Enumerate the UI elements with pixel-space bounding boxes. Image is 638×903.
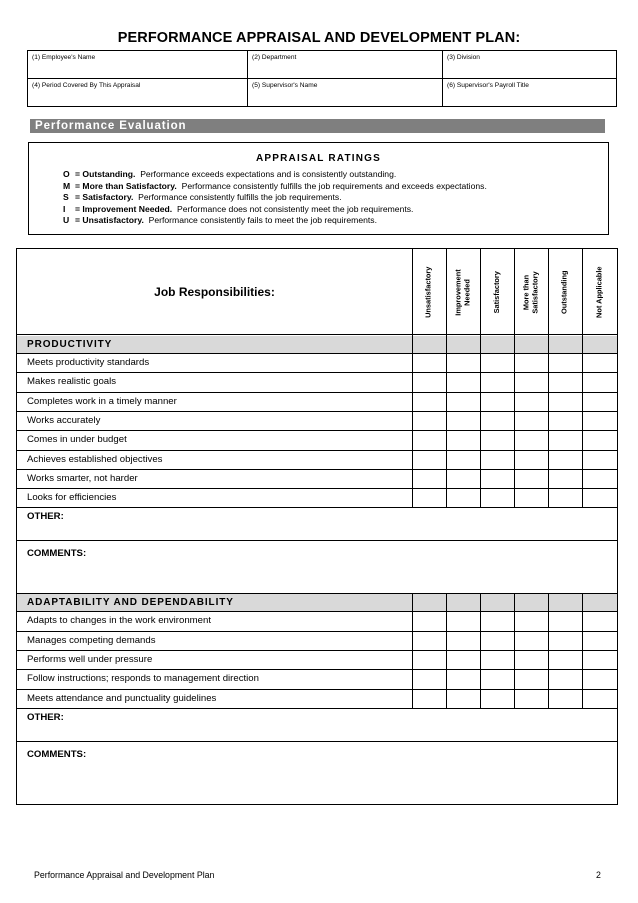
division-field[interactable]: (3) Division [443,51,617,79]
supervisor-title-field[interactable]: (6) Supervisor's Payroll Title [443,79,617,107]
rating-description: Performance exceeds expectations and is consistently outstanding. [140,169,397,179]
rating-cell[interactable] [447,354,480,372]
column-divider [446,593,447,708]
rating-cell[interactable] [447,412,480,430]
rating-cell[interactable] [583,632,617,650]
rating-cell[interactable] [515,651,548,669]
rating-cell[interactable] [413,612,446,630]
rating-cell[interactable] [515,373,548,391]
rating-cell[interactable] [515,393,548,411]
section-header: ADAPTABILITY AND DEPENDABILITY [17,594,617,611]
criterion-label: Manages competing demands [27,634,156,646]
rating-cell[interactable] [481,670,514,688]
rating-column-label [425,266,434,317]
rating-cell[interactable] [549,612,582,630]
rating-cell[interactable] [583,612,617,630]
rating-cell[interactable] [413,373,446,391]
rating-name: = Satisfactory. [75,192,134,202]
rating-cell[interactable] [549,393,582,411]
comments-label: COMMENTS: [27,748,87,760]
rating-cell[interactable] [583,670,617,688]
rating-cell[interactable] [583,690,617,708]
rating-cell[interactable] [481,489,514,507]
rating-cell[interactable] [481,431,514,449]
rating-cell[interactable] [413,489,446,507]
rating-description: Performance consistently fulfills the job requirements and exceeds expectations. [181,180,487,191]
rating-cell[interactable] [515,670,548,688]
column-divider [548,335,549,507]
rating-row [63,204,608,216]
column-divider [480,593,481,708]
rating-cell[interactable] [481,612,514,630]
other-input-area[interactable] [17,508,617,540]
rating-cell[interactable] [481,373,514,391]
rating-description: Performance does not consistently meet the job requirements. [176,203,414,214]
rating-code: I [63,203,66,214]
rating-description: Performance consistently fails to meet the job requirements. [148,215,377,225]
rating-code: S [63,192,69,202]
column-divider [514,335,515,507]
rating-cell[interactable] [413,470,446,488]
rating-column-label [493,271,502,313]
rating-cell[interactable] [549,470,582,488]
rating-cell[interactable] [583,470,617,488]
rating-cell[interactable] [549,651,582,669]
rating-cell[interactable] [447,451,480,469]
rating-cell[interactable] [447,431,480,449]
rating-cell[interactable] [447,373,480,391]
rating-column-label-line: Needed [462,278,472,306]
rating-cell[interactable] [549,489,582,507]
rating-cell[interactable] [549,412,582,430]
rating-column-header [446,253,480,331]
criterion-label: Achieves established objectives [27,453,163,465]
rating-cell[interactable] [481,354,514,372]
rating-cell[interactable] [413,354,446,372]
column-divider [582,249,583,335]
other-label: OTHER: [27,511,64,523]
supervisor-name-field[interactable]: (5) Supervisor's Name [248,79,443,107]
department-field[interactable]: (2) Department [248,51,443,79]
criterion-label: Performs well under pressure [27,654,153,665]
rating-cell[interactable] [549,431,582,449]
rating-cell[interactable] [413,690,446,708]
column-divider [412,593,413,708]
criterion-label: Works accurately [27,414,101,426]
criterion-label: Meets attendance and punctuality guidelines [27,692,217,704]
rating-column-label-line: Not Applicable [594,266,604,318]
criterion-label: Looks for efficiencies [27,492,117,504]
rating-cell[interactable] [481,632,514,650]
rating-cell[interactable] [413,431,446,449]
rating-cell[interactable] [515,470,548,488]
rating-cell[interactable] [515,451,548,469]
rating-code: M [63,180,71,191]
rating-cell[interactable] [447,632,480,650]
rating-cell[interactable] [481,451,514,469]
rating-cell[interactable] [413,670,446,688]
rating-column-label-line: Unsatisfactory [423,266,433,318]
rating-cell[interactable] [447,690,480,708]
rating-column-header [548,253,582,331]
job-responsibilities-table [16,248,618,805]
footer-title: Performance Appraisal and Development Plan [34,870,215,880]
column-divider [480,335,481,507]
rating-cell[interactable] [515,489,548,507]
rating-row [63,215,608,227]
rating-cell[interactable] [549,354,582,372]
rating-cell[interactable] [413,393,446,411]
rating-column-label [523,271,540,313]
rating-name: = Unsatisfactory. [75,215,144,225]
column-divider [514,593,515,708]
page-number: 2 [596,870,601,880]
rating-column-label-line: Outstanding [559,270,569,314]
column-divider [582,335,583,507]
rating-cell[interactable] [413,451,446,469]
column-divider [412,249,413,335]
section-header: PRODUCTIVITY [17,336,617,353]
rating-cell[interactable] [481,412,514,430]
criterion-label: Adapts to changes in the work environment [27,615,211,627]
rating-code: O [63,169,70,179]
rating-cell[interactable] [447,670,480,688]
column-divider [446,335,447,507]
rating-code: U [63,215,70,225]
rating-column-header [514,253,548,331]
criterion-label: Meets productivity standards [27,357,150,368]
rating-cell[interactable] [481,651,514,669]
rating-cell[interactable] [549,670,582,688]
rating-cell[interactable] [583,412,617,430]
rating-cell[interactable] [515,690,548,708]
ratings-title: APPRAISAL RATINGS [255,153,382,164]
rating-cell[interactable] [583,451,617,469]
job-responsibilities-header: Job Responsibilities: [154,285,275,299]
rating-column-label [595,266,604,317]
rating-cell[interactable] [481,690,514,708]
rating-cell[interactable] [583,354,617,372]
performance-evaluation-header: Performance Evaluation [30,119,605,133]
rating-name: = More than Satisfactory. [75,180,177,191]
rating-cell[interactable] [515,431,548,449]
rating-cell[interactable] [583,373,617,391]
rating-name: = Improvement Needed. [75,203,173,214]
rating-cell[interactable] [515,354,548,372]
column-divider [480,249,481,335]
rating-cell[interactable] [447,393,480,411]
criterion-label: Makes realistic goals [27,376,117,388]
rating-column-header [480,253,514,331]
rating-cell[interactable] [515,632,548,650]
rating-cell[interactable] [447,470,480,488]
rating-cell[interactable] [583,651,617,669]
rating-name: = Outstanding. [75,169,136,179]
rating-cell[interactable] [515,612,548,630]
rating-cell[interactable] [447,612,480,630]
other-input-area[interactable] [17,709,617,741]
column-divider [514,249,515,335]
rating-column-label-line: Improvement [453,268,463,316]
rating-cell[interactable] [583,393,617,411]
period-covered-field[interactable]: (4) Period Covered By This Appraisal [28,79,248,107]
column-divider [548,249,549,335]
rating-description: Performance consistently fulfills the job requirements. [138,192,342,202]
rating-column-label-line: Satisfactory [491,270,501,314]
employee-info-table [27,50,617,107]
rating-column-label [455,269,472,315]
column-divider [548,593,549,708]
comments-input-area[interactable] [17,742,617,794]
rating-column-label [561,270,570,314]
criterion-label: Comes in under budget [27,434,127,446]
comments-label: COMMENTS: [27,548,87,560]
comments-input-area[interactable] [17,541,617,593]
rating-cell[interactable] [413,632,446,650]
rating-cell[interactable] [447,489,480,507]
rating-cell[interactable] [413,651,446,669]
employee-name-field[interactable]: (1) Employee's Name [28,51,248,79]
rating-column-label-line: Satisfactory [530,270,539,314]
rating-cell[interactable] [447,651,480,669]
rating-cell[interactable] [583,431,617,449]
rating-cell[interactable] [549,373,582,391]
rating-row [63,181,608,193]
rating-cell[interactable] [515,412,548,430]
rating-cell[interactable] [549,690,582,708]
rating-column-header [412,253,446,331]
criterion-label: Completes work in a timely manner [27,395,177,407]
rating-cell[interactable] [549,451,582,469]
rating-column-header [582,253,617,331]
rating-cell[interactable] [413,412,446,430]
column-divider [582,593,583,708]
column-divider [412,335,413,507]
rating-column-label-line: More than [521,274,531,310]
rating-cell[interactable] [481,393,514,411]
criterion-label: Follow instructions; responds to management direction [27,673,259,685]
other-label: OTHER: [27,711,64,723]
column-divider [446,249,447,335]
rating-row [63,192,608,204]
appraisal-ratings-box [28,142,609,235]
rating-cell[interactable] [549,632,582,650]
page-title: PERFORMANCE APPRAISAL AND DEVELOPMENT PLAN: [117,30,521,46]
criterion-label: Works smarter, not harder [27,472,138,484]
rating-cell[interactable] [583,489,617,507]
rating-cell[interactable] [481,470,514,488]
rating-row [63,169,608,181]
